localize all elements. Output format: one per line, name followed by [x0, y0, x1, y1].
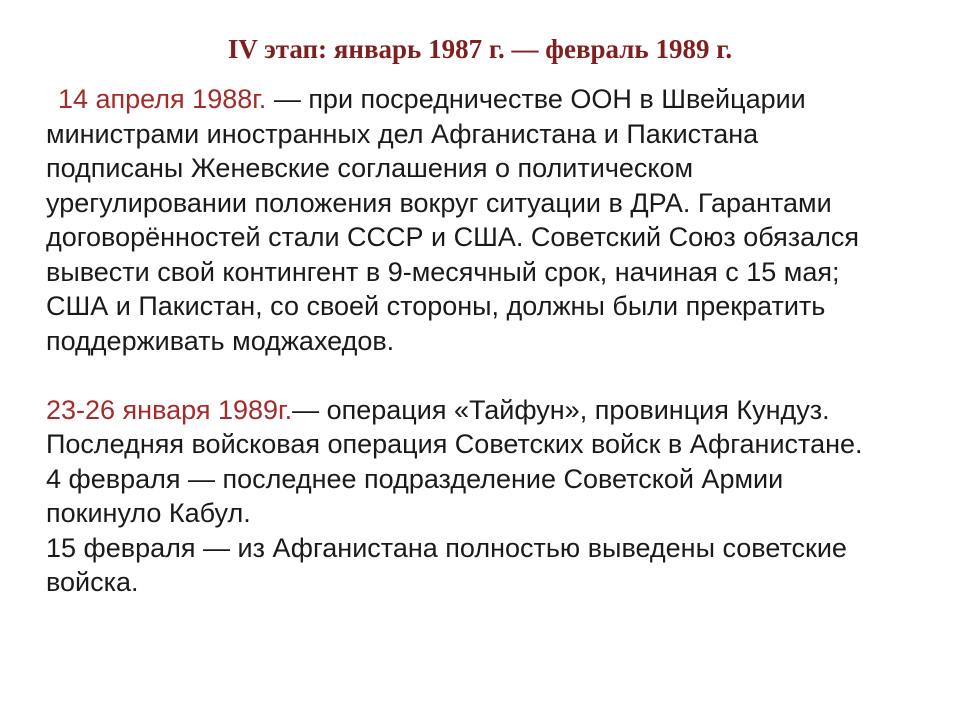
paragraph-spacer	[46, 358, 946, 393]
paragraph-1-line-7: США и Пакистан, со своей стороны, должны были прекратить	[46, 291, 826, 321]
paragraph-1-line-5: договорённостей стали СССР и США. Советский Союз обязался	[46, 222, 860, 252]
paragraph-2-line-3: 4 февраля — последнее подразделение Советской Армии	[46, 463, 784, 494]
paragraph-2-line-2: Последняя войсковая операция Советских войск в Афганистане.	[46, 429, 863, 459]
paragraph-2-line-5: 15 февраля — из Афганистана полностью выведены советские	[46, 532, 847, 563]
date-14-april-1988: 14 апреля 1988г.	[58, 84, 267, 114]
paragraph-2-line-6: войска.	[46, 567, 139, 597]
paragraph-2-text: — операция «Тайфун», провинция Кундуз.	[292, 394, 830, 425]
paragraph-1-line-2: министрами иностранных дел Афганистана и Пакистана	[46, 118, 759, 149]
paragraph-1-line-4: урегулировании положения вокруг ситуации в ДРА. Гарантами	[46, 187, 832, 218]
paragraph-2-line-4: покинуло Кабул.	[46, 498, 251, 528]
paragraph-1-line-6: вывести свой контингент в 9-месячный срок, начиная с 15 мая;	[46, 256, 840, 287]
paragraph-2-line-1	[46, 393, 946, 428]
slide-title: IV этап: январь 1987 г. — февраль 1989 г.	[227, 34, 733, 64]
paragraph-1-line-3: подписаны Женевские соглашения о политическом	[46, 153, 694, 183]
paragraph-1-line-1	[46, 82, 946, 117]
slide-body	[46, 82, 946, 600]
paragraph-1-text: — при посредничестве ООН в Швейцарии	[266, 84, 806, 114]
date-23-26-january-1989: 23-26 января 1989г.	[46, 394, 293, 425]
paragraph-1-line-8: поддерживать моджахедов.	[46, 325, 395, 356]
